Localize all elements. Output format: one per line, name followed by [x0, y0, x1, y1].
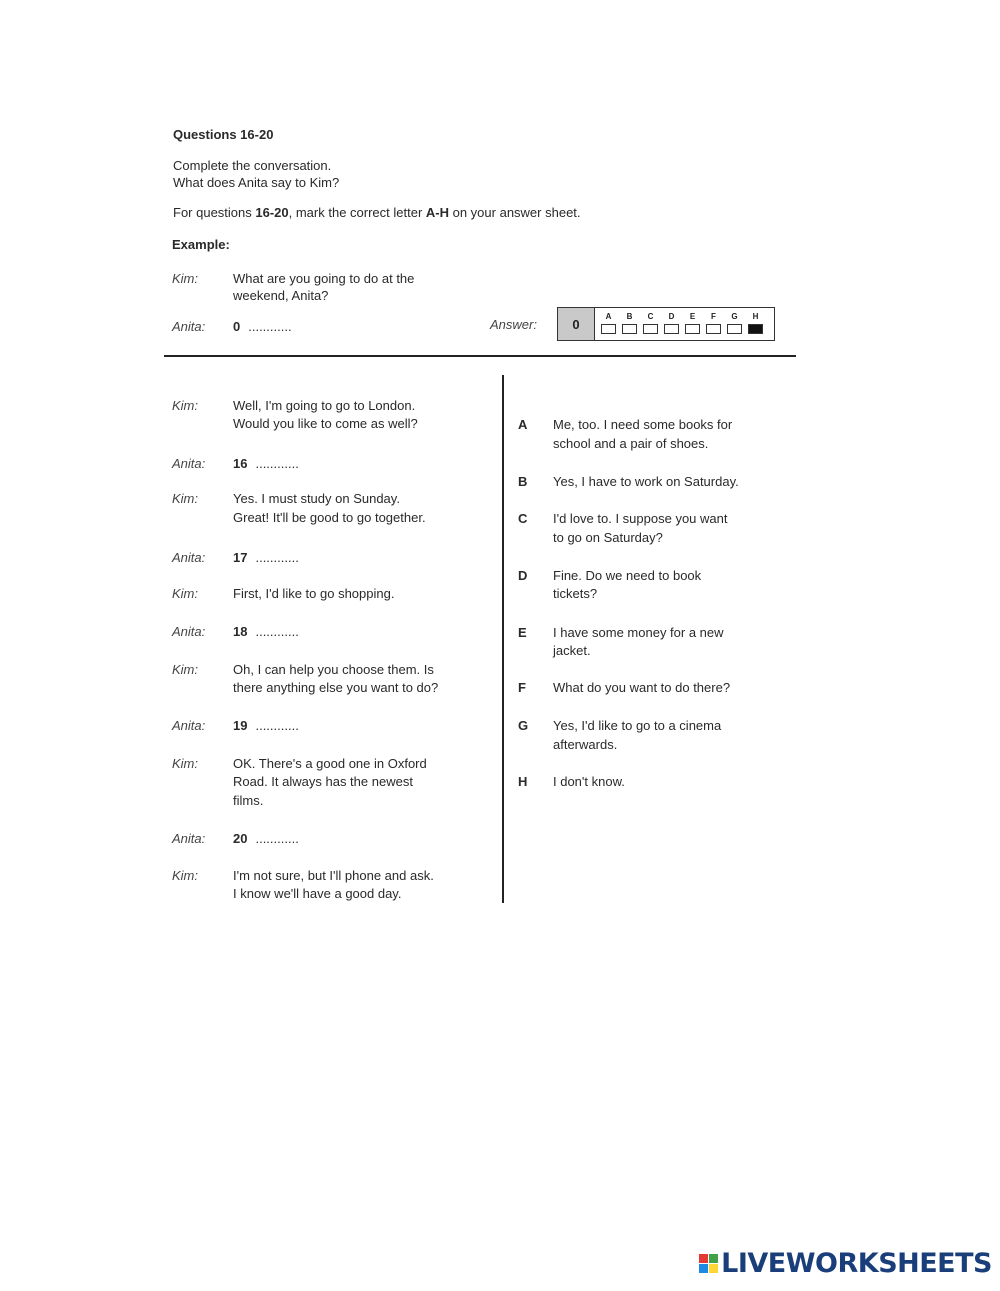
- question-number: 18: [233, 624, 248, 639]
- speaker-anita: Anita:: [172, 831, 206, 846]
- option-letter-g: G: [518, 718, 529, 733]
- kim-line: Well, I'm going to go to London.: [233, 398, 416, 413]
- logo-text: LIVEWORKSHEETS: [721, 1248, 992, 1279]
- cell-box: [685, 324, 700, 334]
- option-text-g: afterwards.: [553, 737, 618, 752]
- answer-blank: ............: [248, 319, 292, 334]
- speaker-kim: Kim:: [172, 271, 198, 286]
- answer-blank[interactable]: ............: [255, 550, 299, 565]
- answer-cell-a: [601, 312, 616, 334]
- answer-cell-h: [748, 312, 763, 334]
- kim-line: I'm not sure, but I'll phone and ask.: [233, 868, 434, 883]
- cell-box: [643, 324, 658, 334]
- cell-letter: C: [647, 312, 654, 321]
- instruction-text: , mark the correct letter: [288, 205, 426, 220]
- option-text-h: I don't know.: [553, 774, 625, 789]
- logo-blocks-icon: [699, 1254, 718, 1273]
- kim-line: First, I'd like to go shopping.: [233, 586, 395, 601]
- option-letter-b: B: [518, 474, 528, 489]
- option-text-e: jacket.: [553, 643, 591, 658]
- speaker-kim: Kim:: [172, 868, 198, 883]
- speaker-kim: Kim:: [172, 662, 198, 677]
- option-letter-d: D: [518, 568, 528, 583]
- instruction-letters: A-H: [425, 205, 449, 220]
- kim-line: Road. It always has the newest: [233, 774, 413, 789]
- option-text-d: tickets?: [553, 586, 598, 601]
- cell-box-selected: [748, 324, 763, 334]
- speaker-anita: Anita:: [172, 718, 206, 733]
- question-number: 16: [233, 456, 248, 471]
- answer-label: Answer:: [490, 317, 537, 332]
- cell-letter: G: [731, 312, 738, 321]
- speaker-kim: Kim:: [172, 756, 198, 771]
- answer-cell-g: [727, 312, 742, 334]
- kim-line: Would you like to come as well?: [233, 416, 418, 431]
- cell-letter: F: [711, 312, 716, 321]
- answer-slot-17[interactable]: [233, 549, 299, 567]
- kim-line: Oh, I can help you choose them. Is: [233, 662, 434, 677]
- option-text-a: school and a pair of shoes.: [553, 436, 709, 451]
- speaker-kim: Kim:: [172, 586, 198, 601]
- option-text-f: What do you want to do there?: [553, 680, 731, 695]
- answer-cell-f: [706, 312, 721, 334]
- speaker-kim: Kim:: [172, 398, 198, 413]
- liveworksheets-logo: [699, 1248, 992, 1279]
- example-answer-grid: [557, 307, 775, 341]
- questions-title: Questions 16-20: [173, 127, 274, 142]
- logo-block: [709, 1264, 718, 1273]
- instruction-range: 16-20: [255, 205, 289, 220]
- speaker-anita: Anita:: [172, 550, 206, 565]
- example-kim-line: What are you going to do at the: [233, 271, 415, 286]
- answer-blank[interactable]: ............: [255, 624, 299, 639]
- logo-block: [699, 1254, 708, 1263]
- cell-letter: A: [605, 312, 612, 321]
- option-text-b: Yes, I have to work on Saturday.: [553, 474, 739, 489]
- cell-letter: H: [752, 312, 759, 321]
- kim-line: Yes. I must study on Sunday.: [233, 491, 400, 506]
- option-letter-h: H: [518, 774, 528, 789]
- speaker-anita: Anita:: [172, 319, 206, 334]
- answer-slot-20[interactable]: [233, 830, 299, 848]
- option-letter-a: A: [518, 417, 528, 432]
- answer-blank[interactable]: ............: [255, 456, 299, 471]
- section-divider: [164, 355, 796, 357]
- answer-slot-16[interactable]: [233, 455, 299, 473]
- speaker-anita: Anita:: [172, 624, 206, 639]
- example-answer-slot: [233, 318, 292, 336]
- question-number: 19: [233, 718, 248, 733]
- example-kim-line: weekend, Anita?: [233, 288, 329, 303]
- answer-blank[interactable]: ............: [255, 718, 299, 733]
- instruction-question: What does Anita say to Kim?: [173, 175, 340, 190]
- column-divider: [502, 375, 504, 903]
- logo-block: [699, 1264, 708, 1273]
- option-text-d: Fine. Do we need to book: [553, 568, 702, 583]
- cell-box: [601, 324, 616, 334]
- example-label: Example:: [172, 237, 230, 252]
- kim-line: there anything else you want to do?: [233, 680, 439, 695]
- cell-box: [706, 324, 721, 334]
- answer-zero: 0: [558, 308, 595, 340]
- cell-box: [727, 324, 742, 334]
- instruction-text: For questions: [173, 205, 256, 220]
- cell-box: [664, 324, 679, 334]
- cell-letter: D: [668, 312, 675, 321]
- kim-line: Great! It'll be good to go together.: [233, 510, 426, 525]
- option-text-c: I'd love to. I suppose you want: [553, 511, 728, 526]
- question-number: 20: [233, 831, 248, 846]
- option-letter-c: C: [518, 511, 528, 526]
- instruction-answer-sheet: [173, 204, 581, 222]
- speaker-anita: Anita:: [172, 456, 206, 471]
- option-text-g: Yes, I'd like to go to a cinema: [553, 718, 722, 733]
- instruction-text: on your answer sheet.: [449, 205, 581, 220]
- answer-cell-b: [622, 312, 637, 334]
- example-number: 0: [233, 319, 241, 334]
- cell-letter: B: [626, 312, 633, 321]
- answer-cell-d: [664, 312, 679, 334]
- option-text-e: I have some money for a new: [553, 625, 724, 640]
- speaker-kim: Kim:: [172, 491, 198, 506]
- instruction-complete: Complete the conversation.: [173, 158, 332, 173]
- question-number: 17: [233, 550, 248, 565]
- answer-blank[interactable]: ............: [255, 831, 299, 846]
- kim-line: I know we'll have a good day.: [233, 886, 402, 901]
- option-text-c: to go on Saturday?: [553, 530, 663, 545]
- answer-slot-19[interactable]: [233, 717, 299, 735]
- option-text-a: Me, too. I need some books for: [553, 417, 733, 432]
- cell-box: [622, 324, 637, 334]
- kim-line: films.: [233, 793, 264, 808]
- answer-cell-e: [685, 312, 700, 334]
- option-letter-f: F: [518, 680, 526, 695]
- cell-letter: E: [689, 312, 696, 321]
- logo-block: [709, 1254, 718, 1263]
- kim-line: OK. There's a good one in Oxford: [233, 756, 427, 771]
- answer-cell-c: [643, 312, 658, 334]
- option-letter-e: E: [518, 625, 527, 640]
- answer-slot-18[interactable]: [233, 623, 299, 641]
